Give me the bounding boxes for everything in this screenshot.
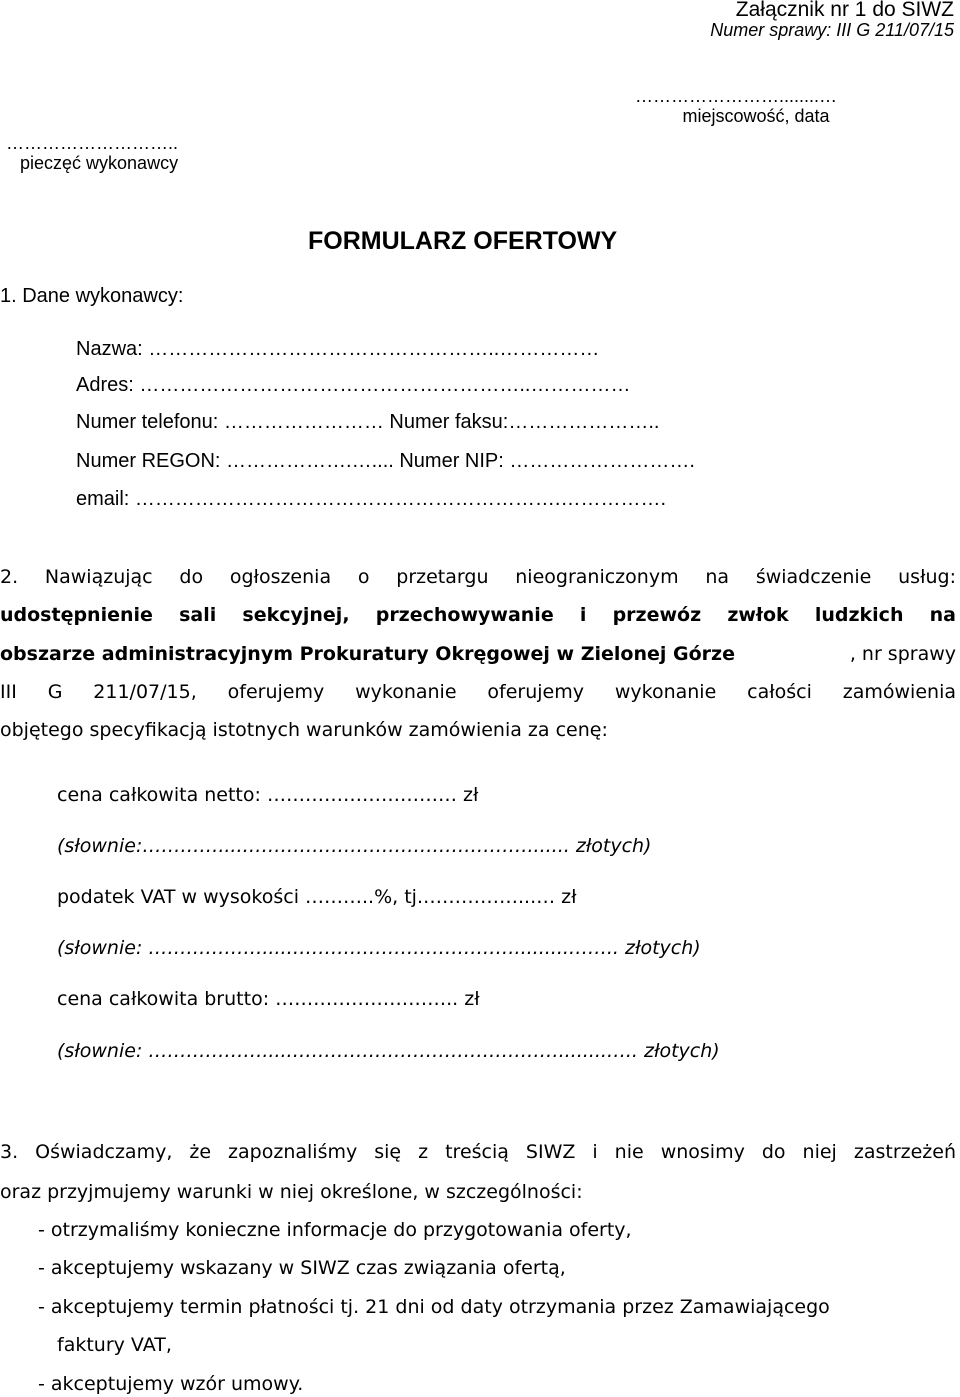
contractor-email-line: email: ……………………………………………………….…………….	[76, 488, 667, 510]
gross-price-line: cena całkowita brutto: ……………………….. zł	[57, 988, 480, 1010]
section2-line-4: III G 211/07/15, oferujemy wykonanie oferujemy wykonanie całości zamówienia	[0, 681, 956, 703]
place-date-label: miejscowość, data	[682, 106, 830, 126]
section2-line-2: udostępnienie sali sekcyjnej, przechowywanie i przewóz zwłok ludzkich na	[0, 604, 956, 626]
section2-line-3-bold: obszarze administracyjnym Prokuratury Okręgowej w Zielonej Górze	[0, 643, 735, 665]
page-title: FORMULARZ OFERTOWY	[308, 227, 618, 255]
section3-item-3-cont: faktury VAT,	[57, 1334, 172, 1356]
contractor-address-line: Adres: …………………………………………………..……………	[76, 374, 631, 396]
attachment-label: Załącznik nr 1 do SIWZ	[735, 0, 954, 21]
section3-item-1: - otrzymaliśmy konieczne informacje do przygotowania oferty,	[38, 1219, 632, 1241]
net-price-words-line: (słownie:…………....………………………………………....... złotych)	[57, 835, 652, 857]
section2-line-3-rest: , nr sprawy	[849, 643, 956, 665]
section3-item-4: - akceptujemy wzór umowy.	[38, 1373, 304, 1395]
section2-line-5: objętego specyfikacją istotnych warunków zamówienia za cenę:	[0, 719, 608, 741]
stamp-dots: ………………………..	[6, 133, 179, 153]
vat-line: podatek VAT w wysokości ………..%, tj.……………...… zł	[57, 886, 577, 908]
section3-line-2: oraz przyjmujemy warunki w niej określone, w szczególności:	[0, 1181, 583, 1203]
contractor-name-line: Nazwa: ……………………………………………..……………	[76, 338, 600, 360]
net-price-line: cena całkowita netto: ………………………… zł	[57, 784, 479, 806]
gross-price-words-line: (słownie: ……………….....……………………………………........….. złotych)	[57, 1040, 720, 1062]
case-number: Numer sprawy: III G 211/07/15	[710, 20, 954, 40]
section1-heading: 1. Dane wykonawcy:	[0, 285, 184, 307]
section2-line-3	[0, 643, 956, 665]
place-date-dots: ……………………........…	[634, 86, 837, 106]
vat-words-line: (słownie: ………………....……………………………….........…….. złotych)	[57, 937, 701, 959]
section3-item-2: - akceptujemy wskazany w SIWZ czas związania ofertą,	[38, 1257, 566, 1279]
section3-line-1: 3. Oświadczamy, że zapoznaliśmy się z treścią SIWZ i nie wnosimy do niej zastrzeżeń	[0, 1141, 956, 1163]
section2-line-1: 2. Nawiązując do ogłoszenia o przetargu nieograniczonym na świadczenie usług:	[0, 566, 956, 588]
section3-item-3: - akceptujemy termin płatności tj. 21 dni od daty otrzymania przez Zamawiającego	[38, 1296, 830, 1318]
contractor-phone-fax-line: Numer telefonu: …………………… Numer faksu:…………………..	[76, 411, 660, 433]
contractor-regon-nip-line: Numer REGON: ……………….….... Numer NIP: ……………………….	[76, 450, 695, 472]
stamp-label: pieczęć wykonawcy	[20, 153, 179, 173]
